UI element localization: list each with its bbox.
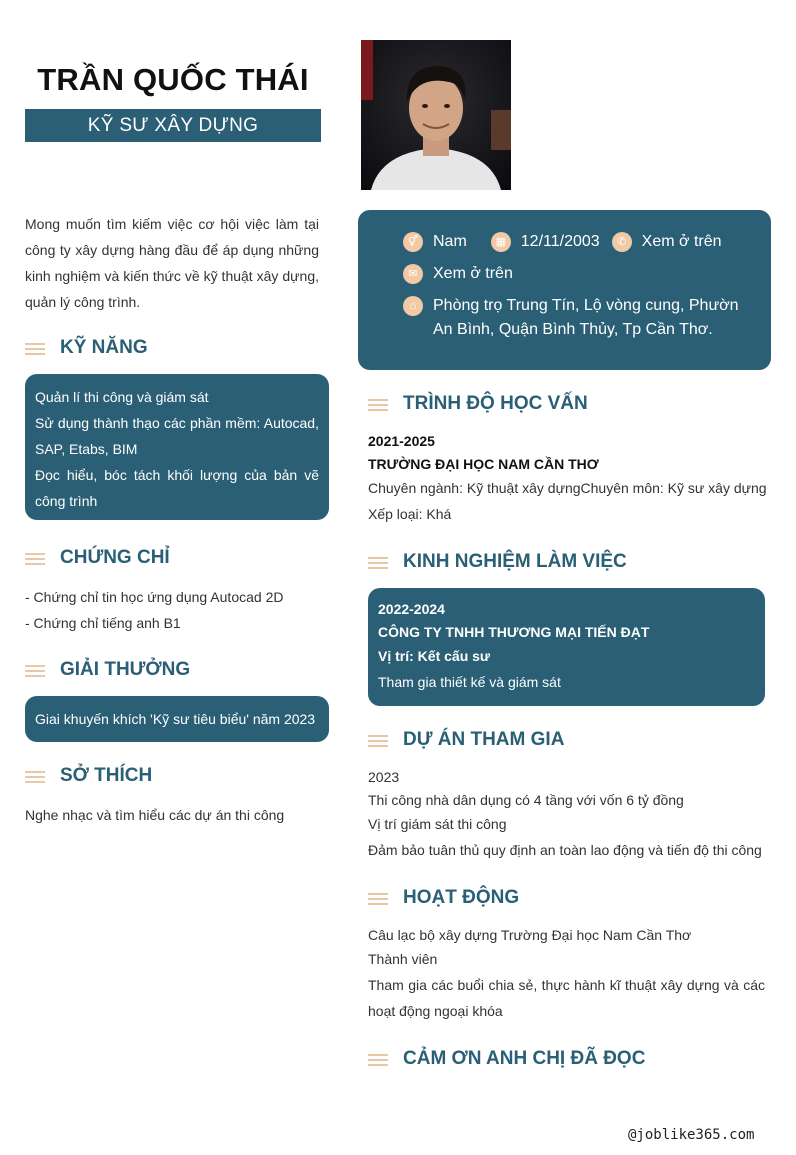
experience-box bbox=[368, 588, 765, 706]
education-grade: Xếp loại: Khá bbox=[368, 506, 452, 522]
skill-item: Sử dụng thành thạo các phần mềm: Autocad, SAP, Etabs, BIM bbox=[35, 415, 319, 457]
experience-position: Vị trí: Kết cấu sư bbox=[378, 648, 491, 664]
project-name: Thi công nhà dân dụng có 4 tầng với vốn 6 tỷ đồng bbox=[368, 792, 684, 808]
project-year: 2023 bbox=[368, 769, 400, 785]
menu-lines-icon bbox=[25, 771, 45, 785]
menu-lines-icon bbox=[368, 735, 388, 749]
education-major: Chuyên ngành: Kỹ thuật xây dựngChuyên môn: Kỹ sư xây dựng bbox=[368, 480, 767, 496]
home-icon: ⌂ bbox=[403, 296, 423, 316]
section-title: CẢM ƠN ANH CHỊ ĐÃ ĐỌC bbox=[403, 1048, 646, 1069]
project-role: Vị trí giám sát thi công bbox=[368, 816, 507, 832]
menu-lines-icon bbox=[368, 399, 388, 413]
menu-lines-icon bbox=[25, 665, 45, 679]
activity-role: Thành viên bbox=[368, 951, 438, 967]
award-item: Giai khuyến khích 'Kỹ sư tiêu biểu' năm 2023 bbox=[35, 711, 316, 727]
skill-item: Quản lí thi công và giám sát bbox=[35, 389, 209, 405]
candidate-name: TRẦN QUỐC THÁI bbox=[37, 62, 309, 97]
section-title: CHỨNG CHỈ bbox=[60, 547, 170, 568]
skills-box bbox=[25, 374, 329, 520]
education-content bbox=[368, 432, 768, 527]
section-title: SỞ THÍCH bbox=[60, 765, 153, 786]
menu-lines-icon bbox=[368, 1054, 388, 1068]
section-title: KỸ NĂNG bbox=[60, 337, 148, 358]
education-period: 2021-2025 bbox=[368, 433, 435, 449]
menu-lines-icon bbox=[368, 893, 388, 907]
gender-info bbox=[403, 230, 467, 254]
birthday-value: 12/11/2003 bbox=[520, 233, 600, 250]
education-school: TRƯỜNG ĐẠI HỌC NAM CẦN THƠ bbox=[368, 456, 599, 472]
phone-icon: ✆ bbox=[612, 232, 632, 252]
certificate-item: - Chứng chỉ tiếng anh B1 bbox=[25, 615, 181, 631]
project-task: Đảm bảo tuân thủ quy định an toàn lao động và tiến độ thi công bbox=[368, 842, 762, 858]
certificate-item: - Chứng chỉ tin học ứng dụng Autocad 2D bbox=[25, 589, 284, 605]
section-title: TRÌNH ĐỘ HỌC VẤN bbox=[403, 393, 588, 414]
contact-box bbox=[358, 210, 771, 370]
section-title: HOẠT ĐỘNG bbox=[403, 887, 520, 908]
email-value: Xem ở trên bbox=[433, 265, 513, 282]
activity-org: Câu lạc bộ xây dựng Trường Đại học Nam Cần Thơ bbox=[368, 927, 692, 943]
profile-photo bbox=[361, 40, 511, 190]
award-box bbox=[25, 696, 329, 742]
gender-value: Nam bbox=[433, 233, 467, 250]
certificates-list bbox=[25, 584, 325, 636]
menu-lines-icon bbox=[25, 553, 45, 567]
calendar-icon: ▦ bbox=[491, 232, 511, 252]
section-title: KINH NGHIỆM LÀM VIỆC bbox=[403, 551, 627, 572]
mail-icon: ✉ bbox=[403, 264, 423, 284]
skill-item: Đọc hiểu, bóc tách khối lượng của bản vẽ công trình bbox=[35, 467, 319, 509]
experience-company: CÔNG TY TNHH THƯƠNG MẠI TIẾN ĐẠT bbox=[378, 624, 650, 640]
address-value: Phòng trọ Trung Tín, Lộ vòng cung, Phườn An Bình, Quận Bình Thủy, Tp Cần Thơ. bbox=[433, 297, 739, 338]
activities-content bbox=[368, 926, 765, 1024]
projects-content bbox=[368, 768, 768, 863]
career-objective: Mong muốn tìm kiếm việc cơ hội việc làm tại công ty xây dựng hàng đầu để áp dụng những kinh nghiệm và kiến thức về kỹ thuật xây dựng, quản lý công trình. bbox=[25, 216, 319, 310]
menu-lines-icon bbox=[368, 557, 388, 571]
experience-description: Tham gia thiết kế và giám sát bbox=[378, 674, 561, 690]
phone-value: Xem ở trên bbox=[641, 233, 722, 250]
footer-watermark: @joblike365.com bbox=[628, 1127, 755, 1143]
activity-description: Tham gia các buổi chia sẻ, thực hành kĩ thuật xây dựng và các hoạt động ngoại khóa bbox=[368, 977, 765, 1019]
birthday-info bbox=[491, 230, 600, 254]
gender-icon: ⚥ bbox=[403, 232, 423, 252]
section-title: GIẢI THƯỞNG bbox=[60, 659, 191, 680]
phone-info bbox=[612, 230, 722, 254]
menu-lines-icon bbox=[25, 343, 45, 357]
hobbies-text: Nghe nhạc và tìm hiểu các dự án thi công bbox=[25, 807, 285, 823]
section-title: DỰ ÁN THAM GIA bbox=[403, 729, 565, 750]
experience-period: 2022-2024 bbox=[378, 601, 445, 617]
job-title-banner: KỸ SƯ XÂY DỰNG bbox=[25, 109, 321, 142]
